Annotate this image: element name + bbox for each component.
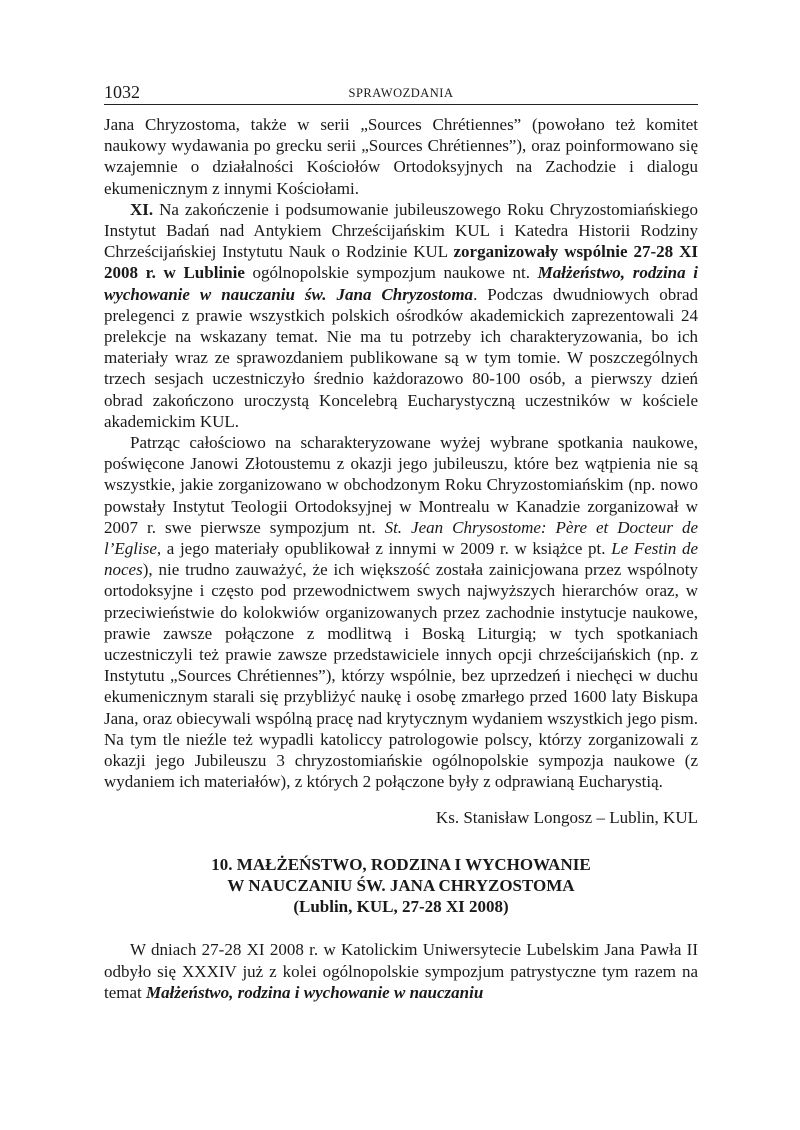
paragraph-text: Na zakończenie i podsumowanie jubileuszowego Roku Chryzostomiańskiego Instytut Badań nad Antykiem Chrześcijańskim KUL i Katedra Historii Rodziny Chrześcijańskiej Instytutu Nauk o Rodzinie KUL bbox=[104, 199, 698, 262]
page-header bbox=[104, 82, 698, 105]
paragraph-text: ), nie trudno zauważyć, że ich większość została zainicjowana przez wspólnoty ortodoksyjne i często pod przewodnictwem swych najwyższych hierarchów oraz, w przeciwieństwie do kolokwiów organizowanych przez zachodnie instytucje naukowe, prawie zawsze połączone z modlitwą i Boską Liturgią; w tych spotkaniach uczestniczyli też prawie zawsze przedstawiciele innych opcji chrześcijańskich (np. z Instytutu „Sources Chrétiennes”), którzy wspólnie, bez uprzedzeń i niechęci w duchu ekumenicznym starali się przybliżyć naukę i osobę zmarłego przed 1600 laty Biskupa Jana, oraz obiecywali wspólną pracę nad krytycznym wydaniem wszystkich jego pism. Na tym tle nieźle też wypadli katoliccy patrologowie polscy, którzy zorganizowali z okazji jego Jubileuszu 3 chryzostomiańskie ogólnopolskie sympozja naukowe (z wydaniem ich materiałów), z których 2 połączone były z odprawianą Eucharystią. bbox=[104, 560, 698, 792]
paragraph-text: . Podczas dwudniowych obrad prelegenci z prawie wszystkich polskich ośrodków akademickich zaprezentowali 24 prelekcje na wskazany temat. Nie ma tu potrzeby ich charakteryzowania, bo ich materiały wraz ze sprawozdaniem publikowane są w tym tomie. W poszczególnych trzech sesjach uczestniczyło średnio każdorazowo 80-100 osób, a pierwszy dzień obrad zakończono uroczystą Koncelebrą Eucharystyczną uczestników w kościele akademickim KUL. bbox=[104, 284, 698, 431]
italic-title: St. Jean Chrysostome: Père et Docteur de l’Eglise bbox=[104, 517, 698, 559]
bold-italic-title: Małżeństwo, rodzina i wychowanie w nauczaniu bbox=[146, 982, 484, 1002]
page-number: 1032 bbox=[104, 82, 140, 102]
section-heading-line: (Lublin, KUL, 27-28 XI 2008) bbox=[293, 897, 509, 917]
article-body bbox=[104, 114, 698, 1003]
section-heading bbox=[104, 854, 698, 918]
italic-title: Le Festin de noces bbox=[104, 539, 699, 580]
paragraph-continuation: Jana Chryzostoma, także w serii „Sources Chrétiennes” (powołano też komitet naukowy wydawania po grecku serii „Sources Chrétiennes”), oraz poinformowano się wzajemnie o działalności Kościołów Ortodoksyjnych na Zachodzie i dialogu ekumenicznym z innymi Kościołami. bbox=[104, 115, 698, 198]
section-heading-line: W NAUCZANIU ŚW. JANA CHRYZOSTOMA bbox=[227, 875, 575, 895]
bold-text: zorganizowały wspólnie 27-28 XI 2008 r. w Lublinie bbox=[104, 242, 698, 283]
paragraph-text: W dniach 27-28 XI 2008 r. w Katolickim Uniwersytecie Lubelskim Jana Pawła II odbyło się XXXIV już z kolei ogólnopolskie sympozjum patrystyczne tym razem na temat bbox=[104, 940, 698, 1002]
paragraph-summary bbox=[104, 432, 698, 792]
author-signature: Ks. Stanisław Longosz – Lublin, KUL bbox=[435, 807, 698, 827]
paragraph-text: Patrząc całościowo na scharakteryzowane wyżej wybrane spotkania naukowe, poświęcone Janowi Złotoustemu z okazji jego jubileuszu, które bez wątpienia nie są wszystkie, jakie zorganizowano w obchodzonym Roku Chryzostomiańskim (np. nowo powstały Instytut Teologii Ortodoksyjnej w Montrealu w Kanadzie zorganizował w 2007 r. swe pierwsze sympozjum nt. bbox=[104, 433, 698, 537]
section-marker: XI. bbox=[130, 199, 154, 219]
paragraph-xi bbox=[104, 199, 698, 432]
running-head: SPRAWOZDANIA bbox=[348, 86, 454, 100]
paragraph-text: ogólnopolskie sympozjum naukowe nt. bbox=[244, 263, 538, 283]
section-heading-line: 10. MAŁŻEŃSTWO, RODZINA I WYCHOWANIE bbox=[211, 854, 591, 874]
paragraph-text: , a jego materiały opublikował z innymi w 2009 r. w książce pt. bbox=[156, 539, 612, 559]
bold-italic-title: Małżeństwo, rodzina i wychowanie w nauczaniu św. Jana Chryzostoma bbox=[104, 263, 698, 304]
paragraph-intro bbox=[104, 939, 698, 1003]
